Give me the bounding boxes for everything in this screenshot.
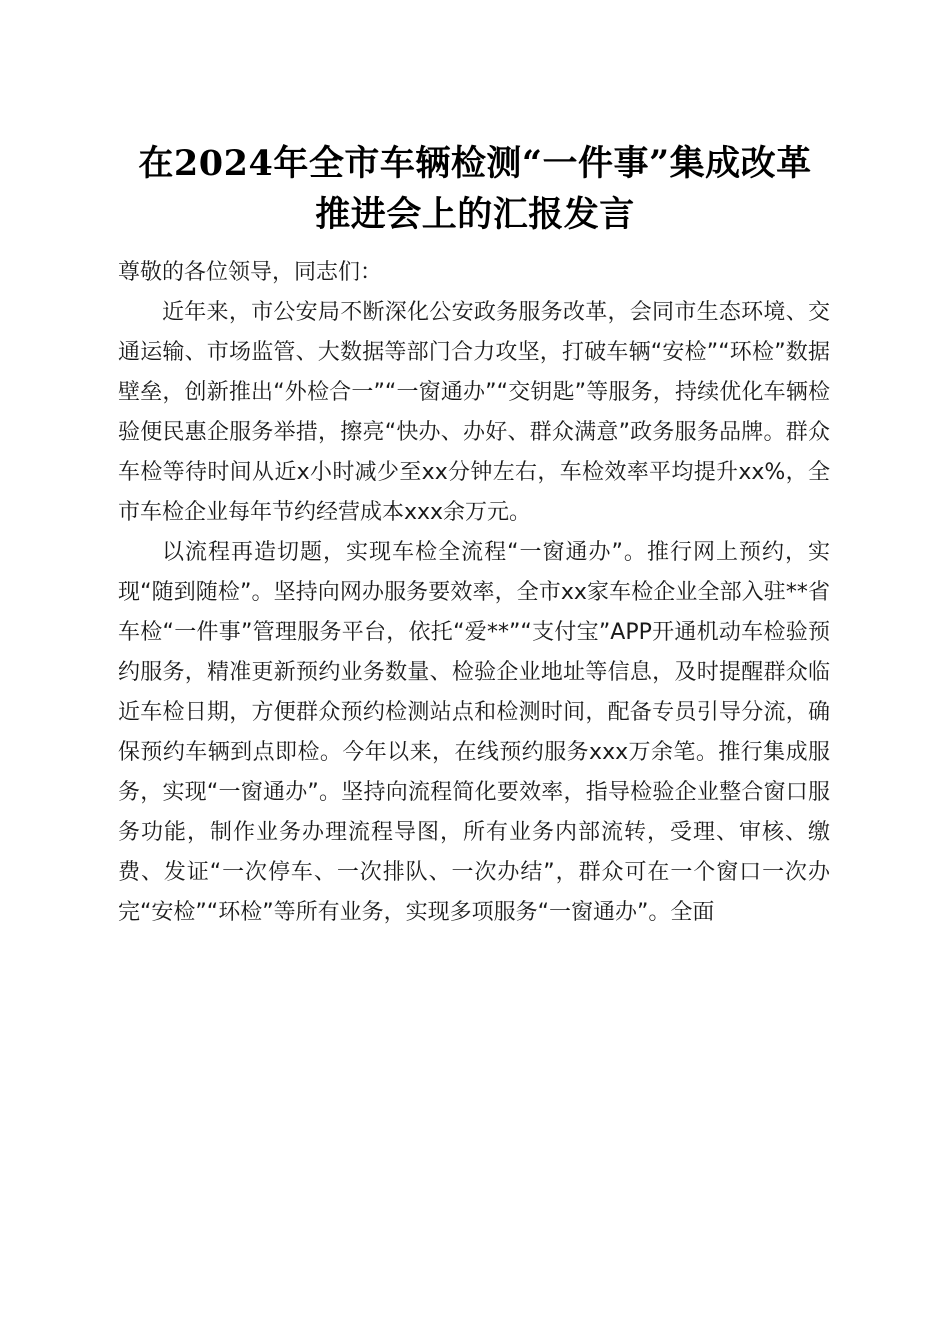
- paragraph-process-reform: 以流程再造切题，实现车检全流程“一窗通办”。推行网上预约，实现“随到随检”。坚持向网办服务要效率，全市xx家车检企业全部入驻**省车检“一件事”管理服务平台，依托“爱**”“支付宝”APP开通机动车检验预约服务，精准更新预约业务数量、检验企业地址等信息，及时提醒群众临近车检日期，方便群众预约检测站点和检测时间，配备专员引导分流，确保预约车辆到点即检。今年以来，在线预约服务xxx万余笔。推行集成服务，实现“一窗通办”。坚持向流程简化要效率，指导检验企业整合窗口服务功能，制作业务办理流程导图，所有业务内部流转，受理、审核、缴费、发证“一次停车、一次排队、一次办结”，群众可在一个窗口一次办完“安检”“环检”等所有业务，实现多项服务“一窗通办”。全面: [118, 540, 830, 925]
- title-line-2: 推进会上的汇报发言: [315, 194, 635, 235]
- document-body: [118, 253, 830, 933]
- paragraph-intro: 近年来，市公安局不断深化公安政务服务改革，会同市生态环境、交通运输、市场监管、大数据等部门合力攻坚，打破车辆“安检”“环检”数据壁垒，创新推出“外检合一”“一窗通办”“交钥匙”等服务，持续优化车辆检验便民惠企服务举措，擦亮“快办、办好、群众满意”政务服务品牌。群众车检等待时间从近x小时减少至xx分钟左右，车检效率平均提升xx%，全市车检企业每年节约经营成本xxx余万元。: [118, 300, 830, 525]
- title-line-1: 在2024年全市车辆检测“一件事”集成改革: [138, 143, 812, 184]
- salutation: 尊敬的各位领导，同志们：: [118, 260, 383, 285]
- document-title: [100, 138, 850, 240]
